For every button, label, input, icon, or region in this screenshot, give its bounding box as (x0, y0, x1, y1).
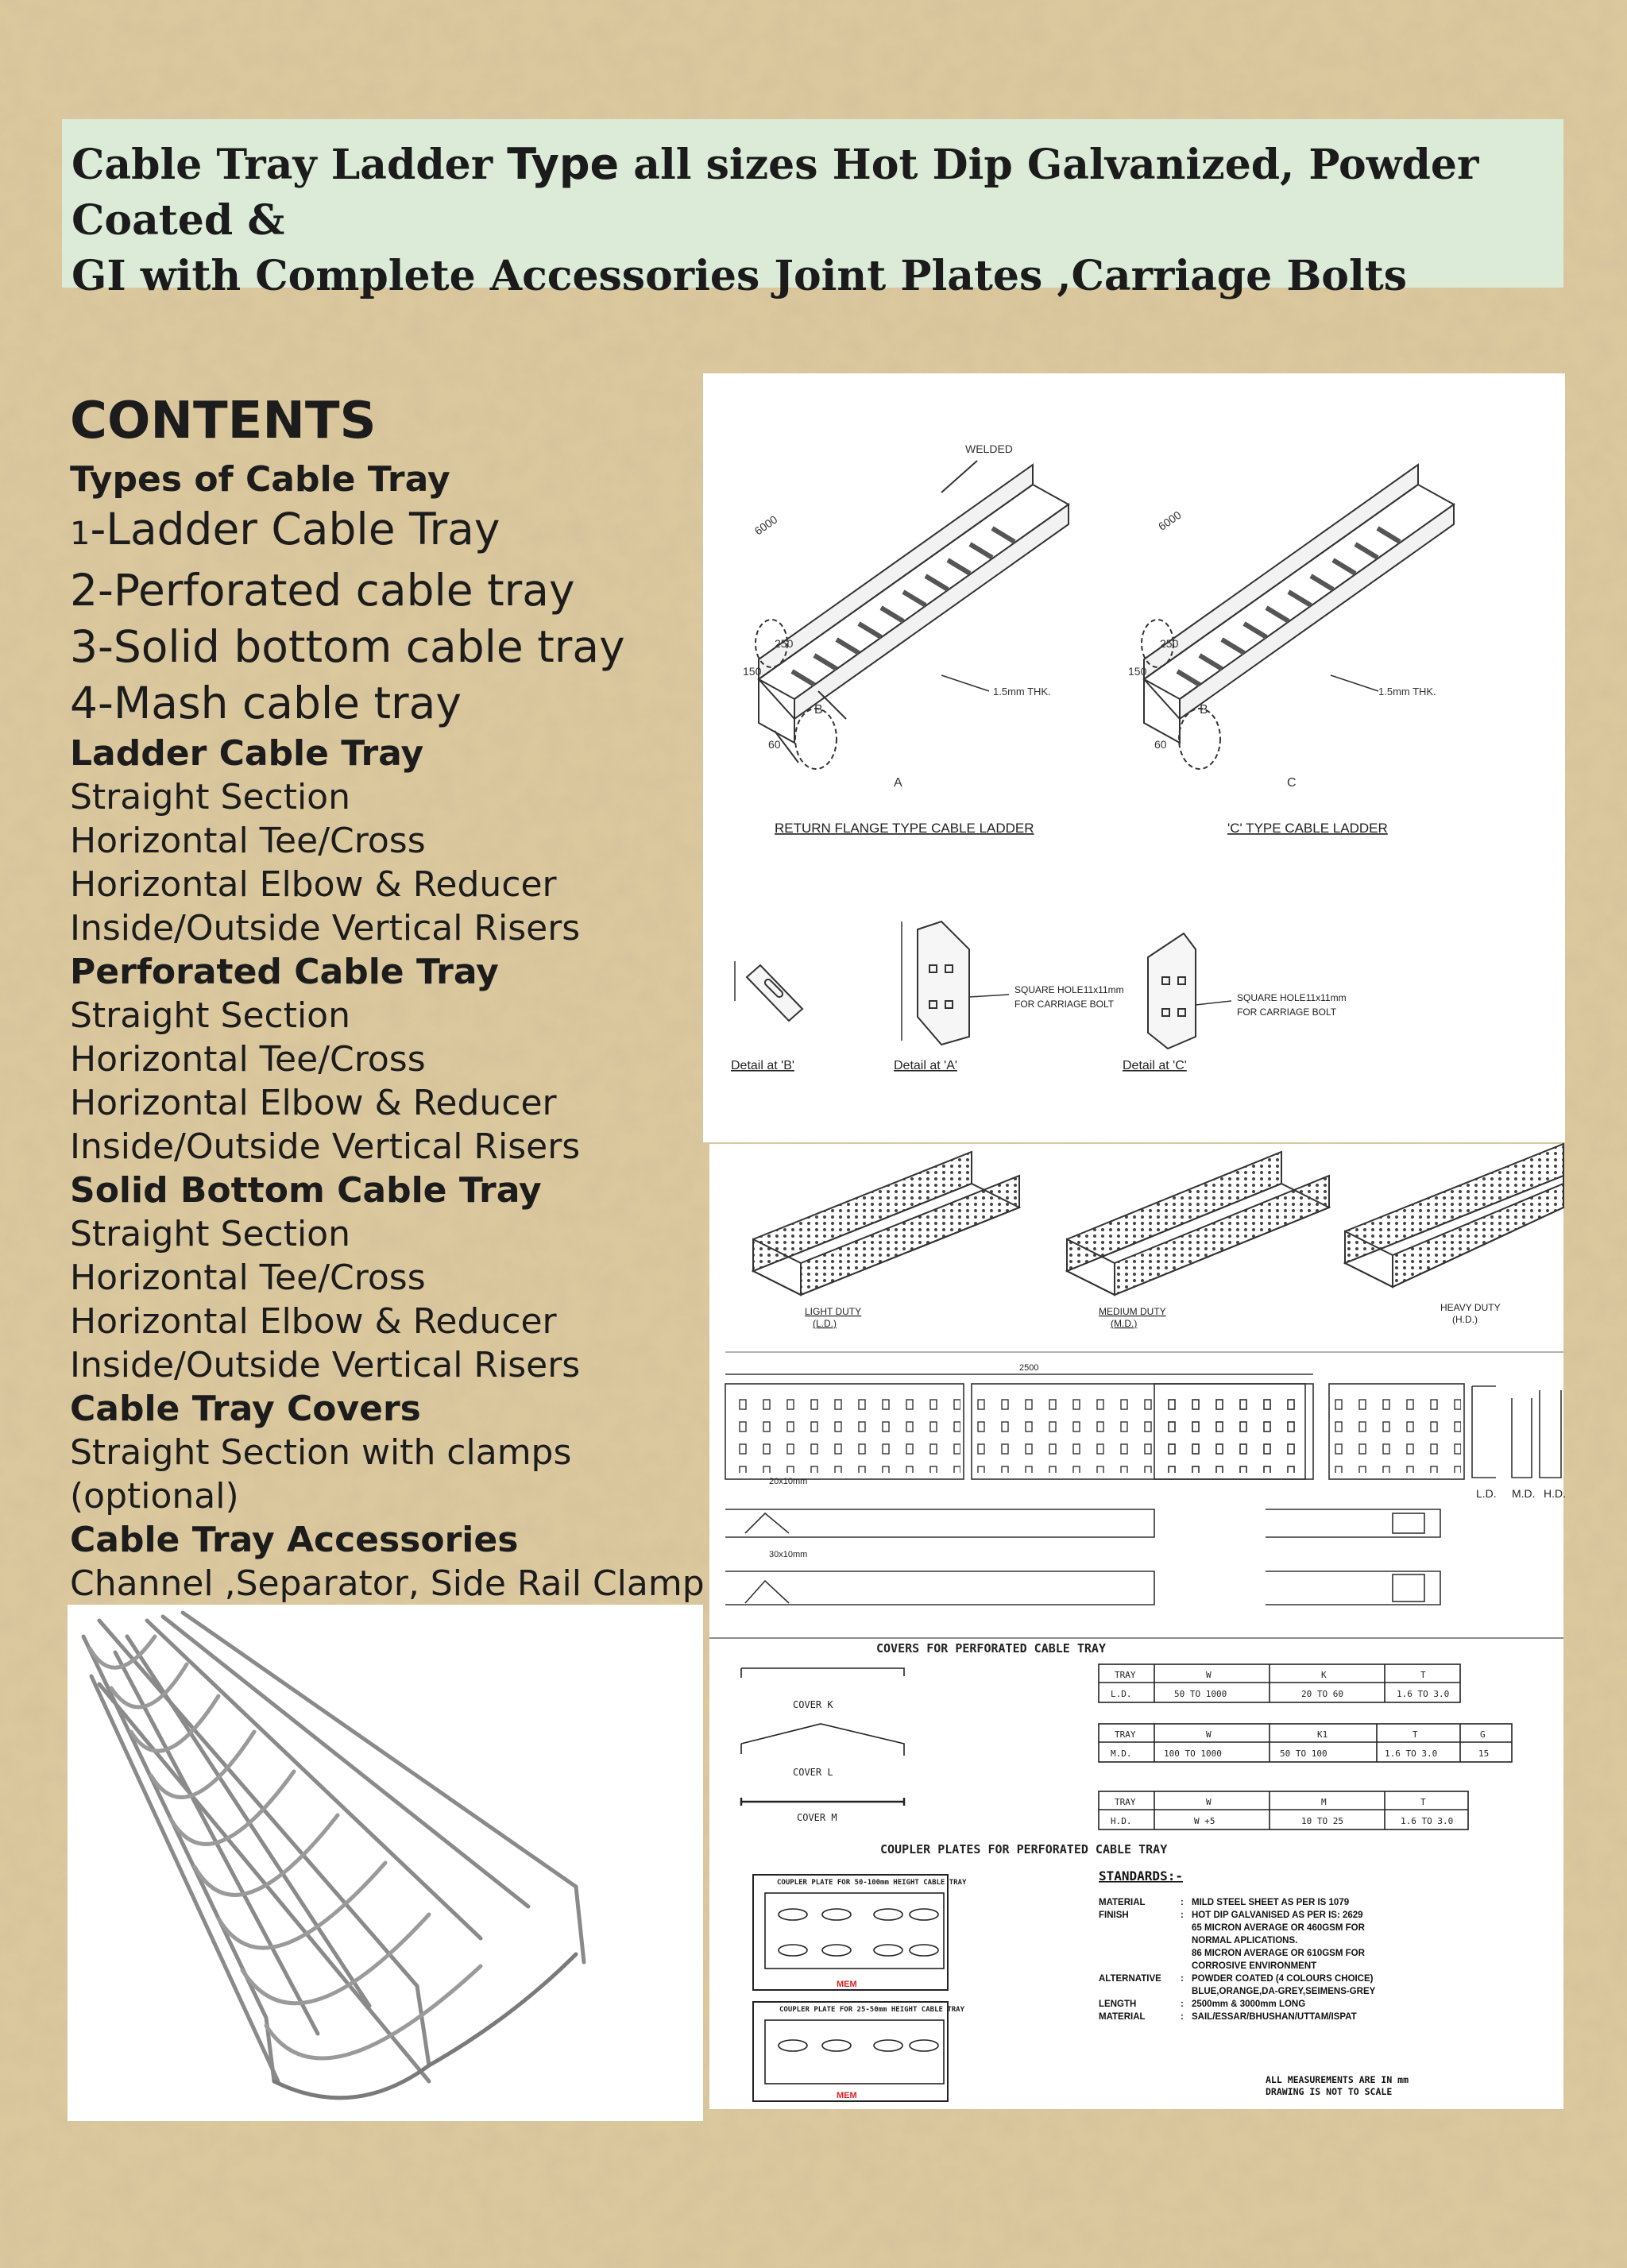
point-c-right: C (1287, 776, 1297, 790)
standards-heading: STANDARDS:- (1099, 1868, 1183, 1884)
std-sep: : (1181, 2012, 1184, 2022)
table-md-c4: 15 (1478, 1748, 1490, 1759)
perforated-tray-panel (709, 1144, 1563, 1350)
light-duty-label: LIGHT DUTY (805, 1306, 862, 1317)
std-label: FINISH (1099, 1911, 1129, 1920)
std-value: HOT DIP GALVANISED AS PER IS: 2629 (1192, 1911, 1363, 1920)
contents-heading: CONTENTS (70, 392, 377, 450)
type-item: 2-Perforated cable tray (70, 565, 575, 616)
dim-flange-right: 60 (1154, 738, 1167, 751)
ladder-item: Horizontal Elbow & Reducer (70, 864, 557, 905)
elevation-2 (725, 1571, 1154, 1605)
table-md-h4: G (1480, 1729, 1486, 1740)
dim-height-right: 150 (1128, 665, 1147, 678)
perforated-tray-illustration (709, 1144, 1563, 1350)
covers-panel (709, 1636, 1563, 1839)
table-hd-c1: W +5 (1194, 1816, 1215, 1826)
solid-item: Horizontal Tee/Cross (70, 1258, 426, 1298)
coupler-panel (709, 1839, 1563, 2109)
perforated-item: Inside/Outside Vertical Risers (70, 1126, 581, 1167)
welded-label: WELDED (965, 442, 1013, 455)
light-duty-tray (753, 1152, 1019, 1295)
mesh-tray-illustration (68, 1605, 703, 2121)
std-label: LENGTH (1099, 1999, 1137, 2009)
std-sep: : (1181, 1999, 1184, 2009)
light-duty-code: (L.D.) (813, 1318, 837, 1329)
return-flange-caption: RETURN FLANGE TYPE CABLE LADDER (775, 821, 1034, 836)
type-item: 1-Ladder Cable Tray (70, 504, 500, 554)
cover-table-md (1099, 1724, 1512, 1762)
std-value: 86 MICRON AVERAGE OR 610GSM FOR (1192, 1949, 1365, 1958)
std-value: POWDER COATED (4 COLOURS CHOICE) (1192, 1974, 1374, 1984)
ladder-item: Inside/Outside Vertical Risers (70, 908, 581, 949)
type-item: 3-Solid bottom cable tray (70, 621, 625, 672)
table-md-h1: W (1206, 1729, 1212, 1740)
dim-length-left: 6000 (752, 512, 780, 538)
std-sep: : (1181, 1911, 1184, 1920)
table-ld-h2: K (1321, 1670, 1327, 1680)
mesh-tray-photo (68, 1605, 703, 2121)
detail-a-illustration (902, 921, 1009, 1045)
table-hd-c3: 1.6 TO 3.0 (1401, 1816, 1454, 1826)
types-heading: Types of Cable Tray (70, 459, 450, 500)
dim-flange-left: 60 (768, 738, 781, 751)
medium-duty-code: (M.D.) (1111, 1318, 1138, 1329)
plate2-title: COUPLER PLATE FOR 25-50mm HEIGHT CABLE TRAY (779, 2006, 964, 2014)
title-banner (62, 119, 1563, 300)
table-hd-h0: TRAY (1115, 1797, 1136, 1807)
return-flange-ladder-illustration (756, 461, 1069, 769)
solid-item: Inside/Outside Vertical Risers (70, 1345, 581, 1385)
std-sep: : (1181, 1898, 1184, 1907)
std-value: NORMAL APLICATIONS. (1192, 1936, 1298, 1945)
covers-drawing (709, 1636, 1563, 1839)
tray-length-label: 2500 (1019, 1363, 1039, 1373)
std-value: MILD STEEL SHEET AS PER IS 1079 (1192, 1898, 1350, 1907)
slot-size-1: 20x10mm (769, 1477, 808, 1486)
thickness-label-right: 1.5mm THK. (1378, 686, 1436, 697)
table-hd-h3: T (1420, 1797, 1426, 1807)
ladder-drawing (703, 373, 1565, 1142)
cover-l-label: COVER L (793, 1767, 833, 1778)
coupler-plate-1 (753, 1875, 948, 1990)
table-md-h0: TRAY (1115, 1729, 1136, 1740)
table-hd-h1: W (1206, 1797, 1212, 1807)
table-ld-c0: L.D. (1111, 1689, 1132, 1699)
plate1-brand: MEM (837, 1980, 857, 1989)
perforated-item: Straight Section (70, 995, 350, 1036)
detail-c-illustration (1148, 933, 1231, 1049)
medium-duty-label: MEDIUM DUTY (1099, 1306, 1166, 1317)
section-hd-label: H.D. (1544, 1487, 1566, 1500)
table-ld-h1: W (1206, 1670, 1212, 1680)
std-value: 65 MICRON AVERAGE OR 460GSM FOR (1192, 1923, 1365, 1933)
perforated-heading: Perforated Cable Tray (70, 952, 499, 992)
accessories-item: Channel ,Separator, Side Rail Clamp (70, 1563, 705, 1604)
coupler-drawing (709, 1839, 1563, 2109)
detail-c-caption: Detail at 'C' (1123, 1059, 1187, 1072)
cover-k-shape (741, 1668, 904, 1676)
coupler-plate-2 (753, 2002, 948, 2101)
detail-c-carriage-bolt: FOR CARRIAGE BOLT (1237, 1006, 1337, 1018)
std-sep: : (1181, 1974, 1184, 1984)
perforated-item: Horizontal Elbow & Reducer (70, 1083, 557, 1123)
point-a-left: A (894, 776, 902, 790)
point-b-left: B (814, 703, 823, 717)
heavy-duty-label: HEAVY DUTY (1440, 1302, 1501, 1313)
section-ld (1472, 1386, 1496, 1478)
section-md-label: M.D. (1512, 1487, 1536, 1500)
table-md-c3: 1.6 TO 3.0 (1385, 1748, 1438, 1759)
banner-title: Cable Tray Ladder Type all sizes Hot Dip Galvanized, Powder Coated & GI with Complete Accessories Joint Plates ,Carriage Bolts (71, 139, 1479, 300)
point-b-right: B (1200, 703, 1208, 717)
dim-width-right: 250 (1160, 637, 1179, 650)
heavy-duty-code: (H.D.) (1452, 1314, 1478, 1325)
table-hd-c2: 10 TO 25 (1301, 1816, 1343, 1826)
plate2-brand: MEM (837, 2091, 857, 2100)
banner-type-word: Type (507, 139, 620, 189)
cover-table-ld (1099, 1664, 1460, 1702)
table-hd-c0: H.D. (1111, 1816, 1132, 1826)
ladder-item: Horizontal Tee/Cross (70, 821, 426, 861)
std-value: 2500mm & 3000mm LONG (1192, 1999, 1306, 2009)
cover-m-label: COVER M (797, 1812, 837, 1823)
section-hd (1540, 1390, 1561, 1478)
table-md-c0: M.D. (1111, 1748, 1132, 1759)
ladder-item: Straight Section (70, 777, 350, 817)
section-ld-label: L.D. (1476, 1487, 1497, 1500)
detail-b-caption: Detail at 'B' (731, 1059, 794, 1072)
std-value: BLUE,ORANGE,DA-GREY,SEIMENS-GREY (1192, 1987, 1376, 1996)
contents-list (70, 389, 705, 1649)
std-label: MATERIAL (1099, 2012, 1146, 2022)
section-md (1512, 1398, 1532, 1478)
c-type-caption: 'C' TYPE CABLE LADDER (1227, 821, 1388, 836)
thickness-label-left: 1.5mm THK. (993, 686, 1051, 697)
table-md-h2: K1 (1317, 1729, 1328, 1740)
table-md-c1: 100 TO 1000 (1164, 1748, 1222, 1759)
plate1-title: COUPLER PLATE FOR 50-100mm HEIGHT CABLE TRAY (777, 1879, 967, 1887)
solid-item: Straight Section (70, 1214, 350, 1254)
std-value: SAIL/ESSAR/BHUSHAN/UTTAM/ISPAT (1192, 2012, 1357, 2022)
std-label: MATERIAL (1099, 1898, 1146, 1907)
detail-a-caption: Detail at 'A' (894, 1059, 957, 1072)
dim-length-right: 6000 (1155, 508, 1184, 533)
note-measurements: ALL MEASUREMENTS ARE IN mm (1266, 2074, 1409, 2085)
medium-duty-tray (1067, 1152, 1329, 1295)
note-scale: DRAWING IS NOT TO SCALE (1266, 2086, 1393, 2097)
standards-list (1099, 1898, 1376, 2022)
accessories-heading: Cable Tray Accessories (70, 1520, 519, 1560)
cover-m-shape (741, 1798, 904, 1806)
perforated-plan-drawing (709, 1350, 1566, 1636)
covers-heading: Cable Tray Covers (70, 1389, 421, 1429)
table-md-c2: 50 TO 100 (1280, 1748, 1327, 1759)
dim-width-left: 250 (775, 637, 794, 650)
solid-item: Horizontal Elbow & Reducer (70, 1301, 557, 1342)
detail-a-square-hole: SQUARE HOLE11x11mm (1014, 984, 1124, 995)
detail-b-illustration (735, 961, 802, 1021)
coupler-title: COUPLER PLATES FOR PERFORATED CABLE TRAY (880, 1842, 1168, 1857)
table-ld-h0: TRAY (1115, 1670, 1136, 1680)
cover-k-label: COVER K (793, 1699, 833, 1710)
perforated-plan-panel (709, 1350, 1566, 1636)
covers-item: Straight Section with clamps (optional) (70, 1432, 572, 1517)
perforated-item: Horizontal Tee/Cross (70, 1039, 426, 1080)
table-ld-c3: 1.6 TO 3.0 (1397, 1689, 1450, 1699)
table-ld-c1: 50 TO 1000 (1174, 1689, 1227, 1699)
ladder-drawing-panel (703, 373, 1565, 1142)
cover-l-shape (741, 1724, 904, 1756)
detail-c-square-hole: SQUARE HOLE11x11mm (1237, 992, 1347, 1003)
solid-heading: Solid Bottom Cable Tray (70, 1170, 542, 1211)
slot-size-2: 30x10mm (769, 1550, 808, 1559)
c-type-ladder-illustration (1142, 465, 1454, 769)
detail-a-carriage-bolt: FOR CARRIAGE BOLT (1014, 999, 1115, 1010)
heavy-duty-tray (1345, 1144, 1563, 1287)
std-label: ALTERNATIVE (1099, 1974, 1161, 1984)
table-md-h3: T (1413, 1729, 1418, 1740)
mesh-wire-basket (83, 1613, 584, 2098)
table-hd-h2: M (1321, 1797, 1327, 1807)
dim-height-left: 150 (743, 665, 762, 678)
std-value: CORROSIVE ENVIRONMENT (1192, 1961, 1317, 1971)
table-ld-c2: 20 TO 60 (1301, 1689, 1343, 1699)
covers-title: COVERS FOR PERFORATED CABLE TRAY (876, 1641, 1106, 1656)
type-item: 4-Mash cable tray (70, 678, 462, 728)
elevation-1 (725, 1509, 1154, 1537)
ladder-heading: Ladder Cable Tray (70, 733, 424, 774)
table-ld-h3: T (1420, 1670, 1426, 1680)
cover-table-hd (1099, 1791, 1468, 1829)
